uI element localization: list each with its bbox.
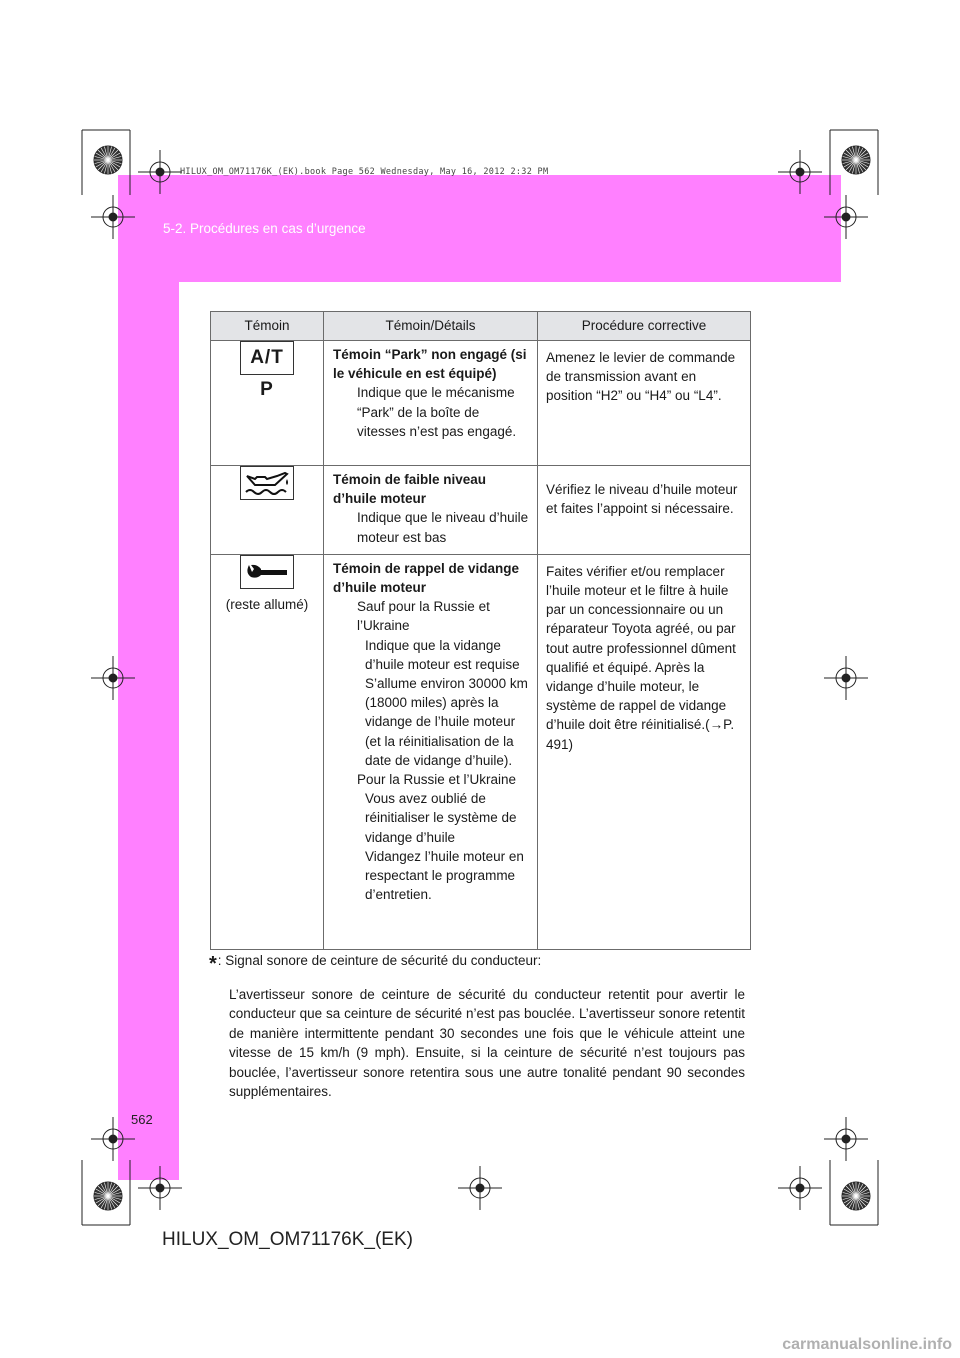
procedure-text: Amenez le levier de commande de transmission avant en position “H2” ou “H4” ou “L4”. — [546, 350, 736, 404]
details-cell — [324, 554, 538, 949]
row-title: Témoin de faible niveau d’huile moteur — [333, 472, 487, 507]
group-label: Pour la Russie et l’Ukraine — [357, 772, 517, 788]
at-p-lamp-icon: A/T P — [240, 341, 294, 375]
warning-lights-table — [210, 311, 751, 950]
column-header-procedure: Procédure corrective — [538, 312, 751, 341]
icon-cell — [211, 466, 324, 555]
row-detail: Indique que le niveau d’huile moteur est bas — [357, 510, 529, 545]
footer-code: HILUX_OM_OM71176K_(EK) — [162, 1229, 413, 1250]
oil-can-icon — [240, 466, 294, 500]
page-number: 562 — [131, 1112, 153, 1127]
details-cell — [324, 466, 538, 555]
details-cell — [324, 341, 538, 466]
row-title: Témoin “Park” non engagé (si le véhicule en est équipé) — [333, 347, 527, 382]
footnote-marker: * — [209, 953, 217, 975]
footnote-body: L’avertisseur sonore de ceinture de sécurité du conducteur retentit pour avertir le conducteur que sa ceinture de sécurité n’est pas bouclée. L’avertisseur sonore retentit de manière intermittente pendant 30 secondes une fois que le véhicule atteint une vitesse de 15 km/h (9 mph). Ensuite, si la ceinture de sécurité n’est toujours pas bouclée, l’avertisseur sonore retentira sous une autre tonalité pendant 90 secondes supplémentaires. — [229, 987, 745, 1100]
group-item: Vidangez l’huile moteur en respectant le programme d’entretien. — [365, 848, 524, 903]
group-label: Sauf pour la Russie et l’Ukraine — [357, 599, 490, 634]
column-header-temoin: Témoin — [211, 312, 324, 341]
book-stamp: HILUX_OM_OM71176K_(EK).book Page 562 Wednesday, May 16, 2012 2:32 PM — [180, 167, 549, 177]
row-detail: Indique que le mécanisme “Park” de la boîte de vitesses n’est pas engagé. — [357, 385, 517, 439]
procedure-cell — [538, 341, 751, 466]
group-item: Vous avez oublié de réinitialiser le système de vidange d’huile — [365, 791, 517, 845]
group-item: S’allume environ 30000 km (18000 miles) après la vidange de l’huile moteur (et la réinitialisation de la date de vidange d’huile). — [365, 676, 528, 768]
table-header-row — [211, 312, 751, 341]
group-item: Indique que la vidange d’huile moteur est requise — [365, 637, 520, 672]
procedure-text: Vérifiez le niveau d’huile moteur et faites l’appoint si nécessaire. — [546, 482, 738, 517]
table-row — [211, 554, 751, 949]
table-row — [211, 341, 751, 466]
row-title: Témoin de rappel de vidange d’huile moteur — [333, 560, 520, 596]
column-header-details: Témoin/Détails — [324, 312, 538, 341]
procedure-cell — [538, 466, 751, 555]
icon-caption: (reste allumé) — [225, 596, 309, 612]
watermark: carmanualsonline.info — [782, 1336, 952, 1353]
icon-cell — [211, 554, 324, 949]
section-title: 5-2. Procédures en cas d’urgence — [163, 221, 366, 236]
table-row — [211, 466, 751, 555]
footnote-heading-text: : Signal sonore de ceinture de sécurité du conducteur: — [217, 953, 542, 968]
icon-cell — [211, 341, 324, 466]
wrench-icon — [240, 555, 294, 589]
footnote-heading — [209, 953, 541, 976]
procedure-cell — [538, 554, 751, 949]
procedure-text: Faites vérifier et/ou remplacer l’huile moteur et le filtre à huile par un concessionnaire ou un réparateur Toyota agréé, ou par tout autre professionnel dûment qualifié et équipé. Après la vidange d’huile moteur, le système de rappel de vidange d’huile doit être réinitialisé.(→P. 491) — [546, 563, 736, 752]
